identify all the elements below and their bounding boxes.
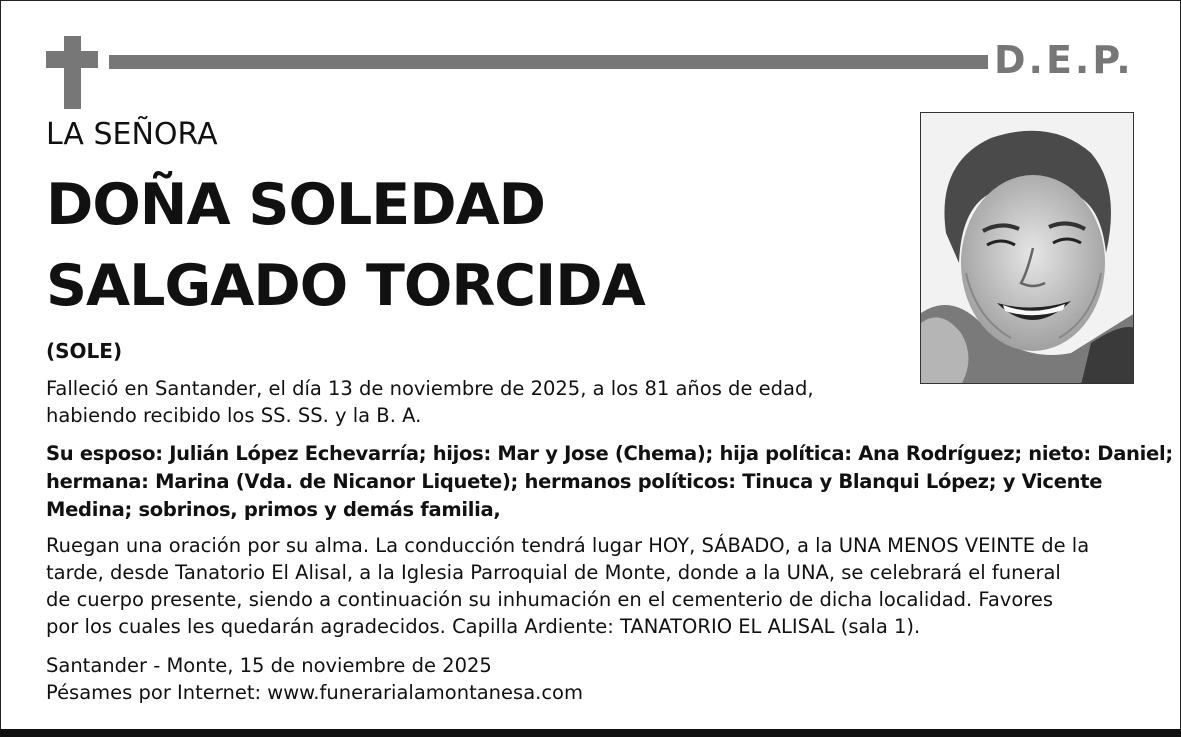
place-date: Santander - Monte, 15 de noviembre de 2025: [46, 654, 492, 677]
cross-icon: [64, 36, 81, 109]
death-notice-line: Falleció en Santander, el día 13 de noviembre de 2025, a los 81 años de edad,: [46, 377, 814, 400]
ceremony-line: Ruegan una oración por su alma. La conducción tendrá lugar HOY, SÁBADO, a la UNA MENOS VEINTE de la: [46, 534, 1090, 557]
ceremony-line: tarde, desde Tanatorio El Alisal, a la Iglesia Parroquial de Monte, donde a la UNA, se celebrará el funeral: [46, 561, 1061, 584]
bottom-rule: [0, 729, 1181, 737]
cross-icon-bar: [46, 51, 98, 68]
deceased-nickname: (SOLE): [46, 339, 123, 363]
family-line: hermana: Marina (Vda. de Nicanor Liquete); hermanos políticos: Tinuca y Blanqui López; y Vicente: [46, 470, 1103, 493]
ceremony-line: por los cuales les quedarán agradecidos. Capilla Ardiente: TANATORIO EL ALISAL (sala 1).: [46, 615, 921, 638]
header-rule: [109, 55, 988, 69]
portrait-illustration: [921, 113, 1134, 384]
death-notice-line: habiendo recibido los SS. SS. y la B. A.: [46, 404, 422, 427]
deceased-name-line2: SALGADO TORCIDA: [46, 253, 645, 319]
footer-info: [46, 652, 583, 706]
condolences-link: Pésames por Internet: www.funerarialamontanesa.com: [46, 681, 583, 704]
family-list: [46, 440, 1173, 524]
ceremony-line: de cuerpo presente, siendo a continuación su inhumación en el cementerio de dicha localidad. Favores: [46, 588, 1054, 611]
honorific-title: LA SEÑORA: [46, 117, 218, 152]
portrait-photo: [920, 112, 1134, 384]
family-line: Medina; sobrinos, primos y demás familia,: [46, 498, 501, 521]
death-notice: [46, 375, 814, 429]
dep-label: D.E.P.: [994, 38, 1134, 82]
deceased-name-line1: DOÑA SOLEDAD: [46, 172, 545, 238]
ceremony-details: [46, 532, 1089, 640]
family-line: Su esposo: Julián López Echevarría; hijos: Mar y Jose (Chema); hija política: Ana Rodríguez; nieto: Daniel;: [46, 442, 1173, 465]
